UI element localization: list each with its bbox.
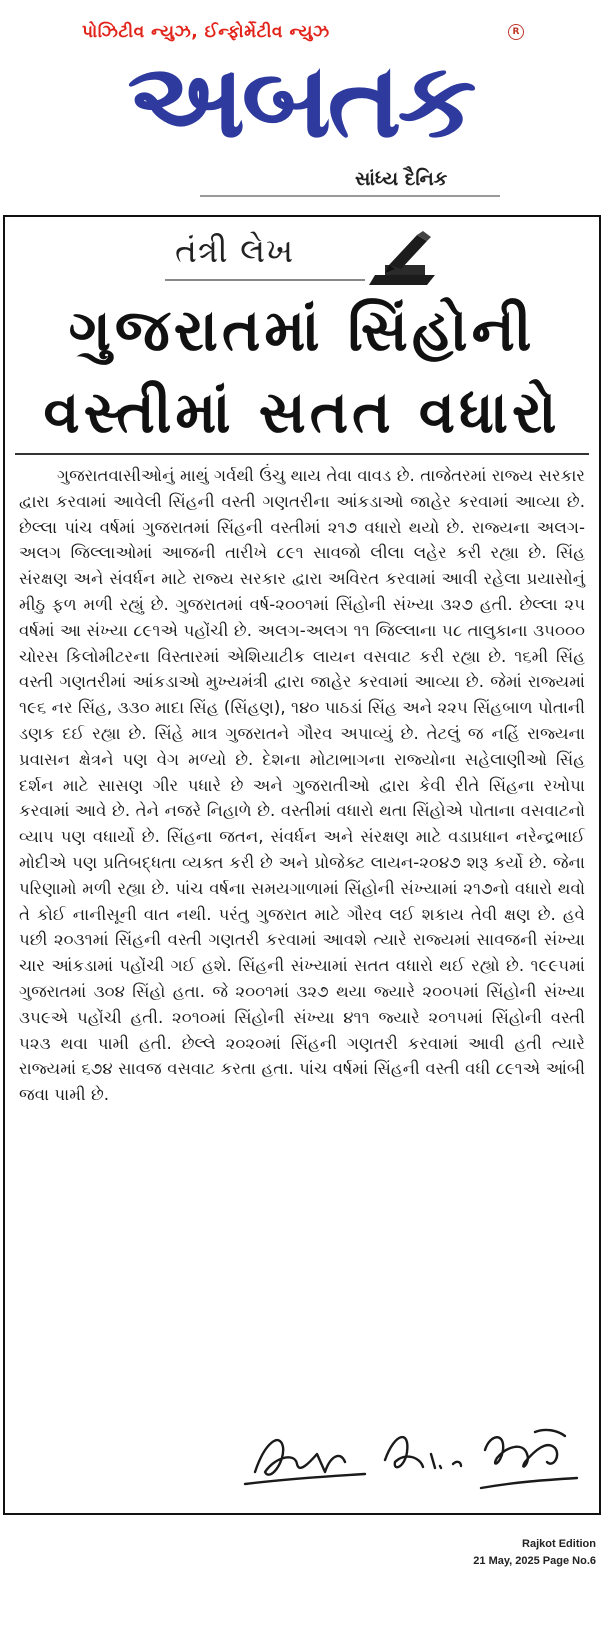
masthead-tagline: પોઝિટીવ ન્યુઝ, ઈન્ફોર્મેટીવ ન્યુઝ xyxy=(82,22,330,42)
edition-label: સાંધ્ય દૈનિક xyxy=(355,168,448,190)
brand-logo xyxy=(80,40,520,160)
headline-divider xyxy=(15,453,589,455)
editor-signature xyxy=(235,1402,585,1502)
headline-line-2: વસ્તીમાં સતત વધારો xyxy=(43,378,561,446)
editorial-article xyxy=(3,215,601,1515)
page-footer xyxy=(473,1536,596,1570)
article-body xyxy=(19,463,585,1108)
column-header xyxy=(165,229,455,289)
footer-edition: Rajkot Edition xyxy=(522,1538,596,1550)
headline-line-1: ગુજરાતમાં સિંહોની xyxy=(68,296,536,364)
article-paragraph: ગુજરાતવાસીઓનું માથું ગર્વથી ઉંચુ થાય તેવા વાવડ છે. તાજેતરમાં રાજ્ય સરકાર દ્વારા કરવામાં આવેલી સિંહની વસ્તી ગણતરીના આંકડાઓ જાહેર કરવામાં આવ્યા છે. છેલ્લા પાંચ વર્ષમાં ગુજરાતમાં સિંહની વસ્તીમાં ૨૧૭ વધારો થયો છે. રાજ્યના અલગ-અલગ જિલ્લાઓમાં આજની તારીખે ૮૯૧ સાવજો લીલા લહેર કરી રહ્યા છે. સિંહ સંરક્ષણ અને સંવર્ધન માટે રાજ્ય સરકાર દ્વારા અવિરત કરવામાં આવી રહેલા પ્રયાસોનું મીઠુ ફળ મળી રહ્યું છે. ગુજરાતમાં વર્ષ-૨૦૦૧માં સિંહોની સંખ્યા ૩૨૭ હતી. છેલ્લા ૨૫ વર્ષમાં આ સંખ્યા ૮૯૧એ પહોંચી છે. અલગ-અલગ ૧૧ જિલ્લાના ૫૮ તાલુકાના ૩૫૦૦૦ ચોરસ કિલોમીટરના વિસ્તારમાં એશિયાટીક લાયન વસવાટ કરી રહ્યા છે. ૧૬મી સિંહ વસ્તી ગણતરીમાં આંકડાઓ મુખ્યમંત્રી દ્વારા જાહેર કરવામાં આવ્યા છે. જેમાં રાજ્યમાં ૧૯૬ નર સિંહ, ૩૩૦ માદા સિંહ (સિંહણ), ૧૪૦ પાઠડાં સિંહ અને ૨૨૫ સિંહબાળ પોતાની ડણક દઈ રહ્યા છે. સિંહે માત્ર ગુજરાતને ગૌરવ અપાવ્યું છે. તેટલું જ નહિં રાજ્યના પ્રવાસન ક્ષેત્રને પણ વેગ મળ્યો છે. દેશના મોટાભાગના રાજ્યોના સહેલાણીઓ સિંહ દર્શન માટે સાસણ ગીર પધારે છે અને ગુજરાતીઓ દ્વારા કેવી રીતે સિંહના રખોપા કરવામાં આવે છે. તેને નજરે નિહાળે છે. વસ્તીમાં વધારો થતા સિંહોએ પોતાના વસવાટનો વ્યાપ પણ વધાર્યો છે. સિંહના જતન, સંવર્ધન અને સંરક્ષણ માટે વડાપ્રધાન નરેન્દ્રભાઈ મોદીએ પણ પ્રતિબદ્ધતા વ્યક્ત કરી છે અને પ્રોજેક્ટ લાયન-૨૦૪૭ શરૂ કર્યો છે. જેના પરિણામો મળી રહ્યા છે. પાંચ વર્ષના સમયગાળામાં સિંહોની સંખ્યામાં ૨૧૭નો વધારો થવો તે કોઈ નાનીસૂની વાત નથી. પરંતુ ગુજરાત માટે ગૌરવ લઈ શકાય તેવી ક્ષણ છે. હવે પછી ૨૦૩૧માં સિંહની વસ્તી ગણતરી કરવામાં આવશે ત્યારે રાજ્યમાં સાવજની સંખ્યા ચાર આંકડામાં પહોંચી ગઈ હશે. સિંહની સંખ્યામાં સતત વધારો થઈ રહ્યો છે. ૧૯૯૫માં ગુજરાતમાં ૩૦૪ સિંહો હતા. જે ૨૦૦૧માં ૩૨૭ થયા જ્યારે ૨૦૦૫માં સિંહોની સંખ્યા ૩૫૯એ પહોંચી હતી. ૨૦૧૦માં સિંહોની સંખ્યા ૪૧૧ જ્યારે ૨૦૧૫માં સિંહોની વસ્તી ૫૨૩ થવા પામી હતી. છેલ્લે ૨૦૨૦માં સિંહની ગણતરી કરવામાં આવી હતી ત્યારે રાજ્યમાં ૬૭૪ સાવજ વસવાટ કરતા હતા. પાંચ વર્ષમાં સિંહની વસ્તી વધી ૮૯૧એ આંબી જવા પામી છે. xyxy=(19,466,585,1105)
masthead xyxy=(0,0,608,215)
pen-icon xyxy=(365,231,445,287)
masthead-divider xyxy=(200,195,500,197)
footer-date-page: 21 May, 2025 Page No.6 xyxy=(473,1555,596,1567)
brand-name: અબતક xyxy=(127,41,473,161)
registered-mark-icon: R xyxy=(508,24,524,40)
column-header-underline xyxy=(165,279,365,281)
column-label: તંત્રી લેખ xyxy=(175,231,295,270)
